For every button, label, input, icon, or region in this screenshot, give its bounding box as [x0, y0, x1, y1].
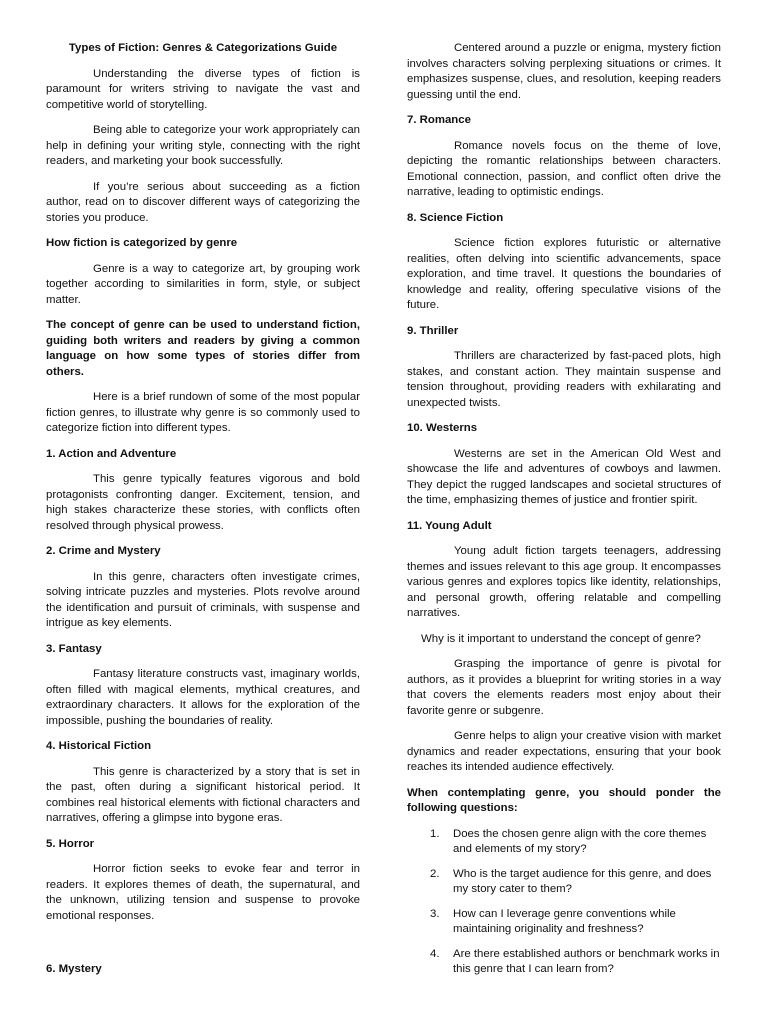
body-paragraph: Genre is a way to categorize art, by grouping work together according to similarities in form, style, or subject matter.	[46, 262, 360, 306]
intro-paragraph: Being able to categorize your work appropriately can help in defining your writing style, connecting with the right readers, and marketing your book successfully.	[46, 124, 360, 167]
list-item	[407, 907, 721, 938]
genre-description: Young adult fiction targets teenagers, addressing themes and issues relevant to this age group. It encompasses various genres and explores topics like identity, relationships, and personal growth, offering relatable and compelling narratives.	[407, 545, 721, 619]
bold-paragraph: The concept of genre can be used to understand fiction, guiding both writers and readers by giving a common language on how some types of stories differ from others.	[46, 319, 360, 378]
body-paragraph: Genre helps to align your creative vision with market dynamics and reader expectations, ensuring that your book reaches its intended audience effectively.	[407, 730, 721, 773]
bold-paragraph: When contemplating genre, you should ponder the following questions:	[407, 786, 721, 814]
genre-description: Thrillers are characterized by fast-paced plots, high stakes, and constant action. They maintain suspense and tension throughout, providing readers with exhilarating and unexpected twists.	[407, 350, 721, 409]
list-number: 3.	[430, 907, 440, 920]
left-column	[46, 41, 360, 988]
list-item-text: Who is the target audience for this genre, and does my story cater to them?	[453, 867, 712, 895]
genre-heading: 10. Westerns	[407, 422, 478, 434]
genre-description: Westerns are set in the American Old West and showcase the life and adventures of cowboys and lawmen. They depict the rugged landscapes and societal structures of the time, emphasizing themes of justice and frontier spirit.	[407, 447, 721, 506]
genre-heading: 2. Crime and Mystery	[46, 545, 161, 557]
genre-description: This genre is characterized by a story that is set in the past, often during a significant historical period. It combines real historical elements with fictional characters and narratives, offering a glimpse into bygone eras.	[46, 765, 360, 824]
document-title: Types of Fiction: Genres & Categorizations Guide	[68, 42, 338, 54]
genre-heading: 11. Young Adult	[407, 519, 492, 532]
genre-description: Romance novels focus on the theme of love, depicting the romantic relationships between characters. Emotional connection, passion, and conflict often drive the narrative, leading to optimistic endings.	[407, 139, 721, 198]
right-column	[407, 41, 721, 987]
genre-description: Fantasy literature constructs vast, imaginary worlds, often filled with magical elements, mythical creatures, and extraordinary characters. It allows for the exploration of the impossible, pushing the boundaries of reality.	[46, 668, 360, 727]
list-item-text: Does the chosen genre align with the core themes and elements of my story?	[453, 827, 707, 855]
intro-paragraph: If you’re serious about succeeding as a fiction author, read on to discover different ways of categorizing the stories you produce.	[46, 180, 360, 224]
list-number: 1.	[430, 827, 440, 840]
body-paragraph: Here is a brief rundown of some of the most popular fiction genres, to illustrate why genre is so commonly used to categorize fiction into different types.	[46, 391, 360, 434]
list-item	[407, 867, 721, 898]
intro-paragraph: Understanding the diverse types of fiction is paramount for writers striving to navigate the vast and competitive world of storytelling.	[46, 67, 360, 111]
importance-question: Why is it important to understand the concept of genre?	[421, 632, 701, 645]
list-item-text: How can I leverage genre conventions while maintaining originality and freshness?	[453, 907, 676, 935]
questions-list	[407, 827, 721, 978]
genre-heading: 9. Thriller	[407, 324, 459, 337]
genre-description: This genre typically features vigorous and bold protagonists confronting danger. Excitement, tension, and high stakes characterize these stories, with conflicts often resolved through physical prowess.	[46, 473, 360, 532]
genre-description: Horror fiction seeks to evoke fear and terror in readers. It explores themes of death, the supernatural, and the unknown, utilizing tension and suspense to provoke emotional responses.	[46, 863, 360, 922]
genre-heading: 8. Science Fiction	[407, 211, 504, 224]
list-item	[407, 827, 721, 858]
list-number: 2.	[430, 867, 440, 880]
genre-heading: 7. Romance	[407, 114, 471, 126]
genre-heading: 4. Historical Fiction	[46, 740, 152, 752]
section-heading: How fiction is categorized by genre	[46, 237, 238, 249]
genre-heading: 6. Mystery	[46, 963, 102, 975]
genre-description: In this genre, characters often investigate crimes, solving intricate puzzles and mysteries. Plots revolve around the identification and pursuit of criminals, with suspense and intrigue as key elements.	[46, 570, 360, 629]
list-item	[407, 947, 721, 978]
genre-heading: 1. Action and Adventure	[46, 447, 177, 460]
list-number: 4.	[430, 947, 440, 960]
body-paragraph: Grasping the importance of genre is pivotal for authors, as it provides a blueprint for writing stories in a way that covers the elements readers most enjoy about their favorite genre or subgenre.	[407, 658, 721, 717]
genre-description: Centered around a puzzle or enigma, mystery fiction involves characters solving perplexing situations or crimes. It emphasizes suspense, clues, and resolution, keeping readers guessing until the end.	[407, 42, 721, 101]
genre-heading: 5. Horror	[46, 837, 95, 850]
list-item-text: Are there established authors or benchmark works in this genre that I can learn from?	[453, 947, 720, 975]
genre-description: Science fiction explores futuristic or alternative realities, often delving into scientific advancements, space exploration, and time travel. It questions the boundaries of knowledge and reality, offering speculative visions of the future.	[407, 237, 721, 311]
genre-heading: 3. Fantasy	[46, 642, 102, 655]
